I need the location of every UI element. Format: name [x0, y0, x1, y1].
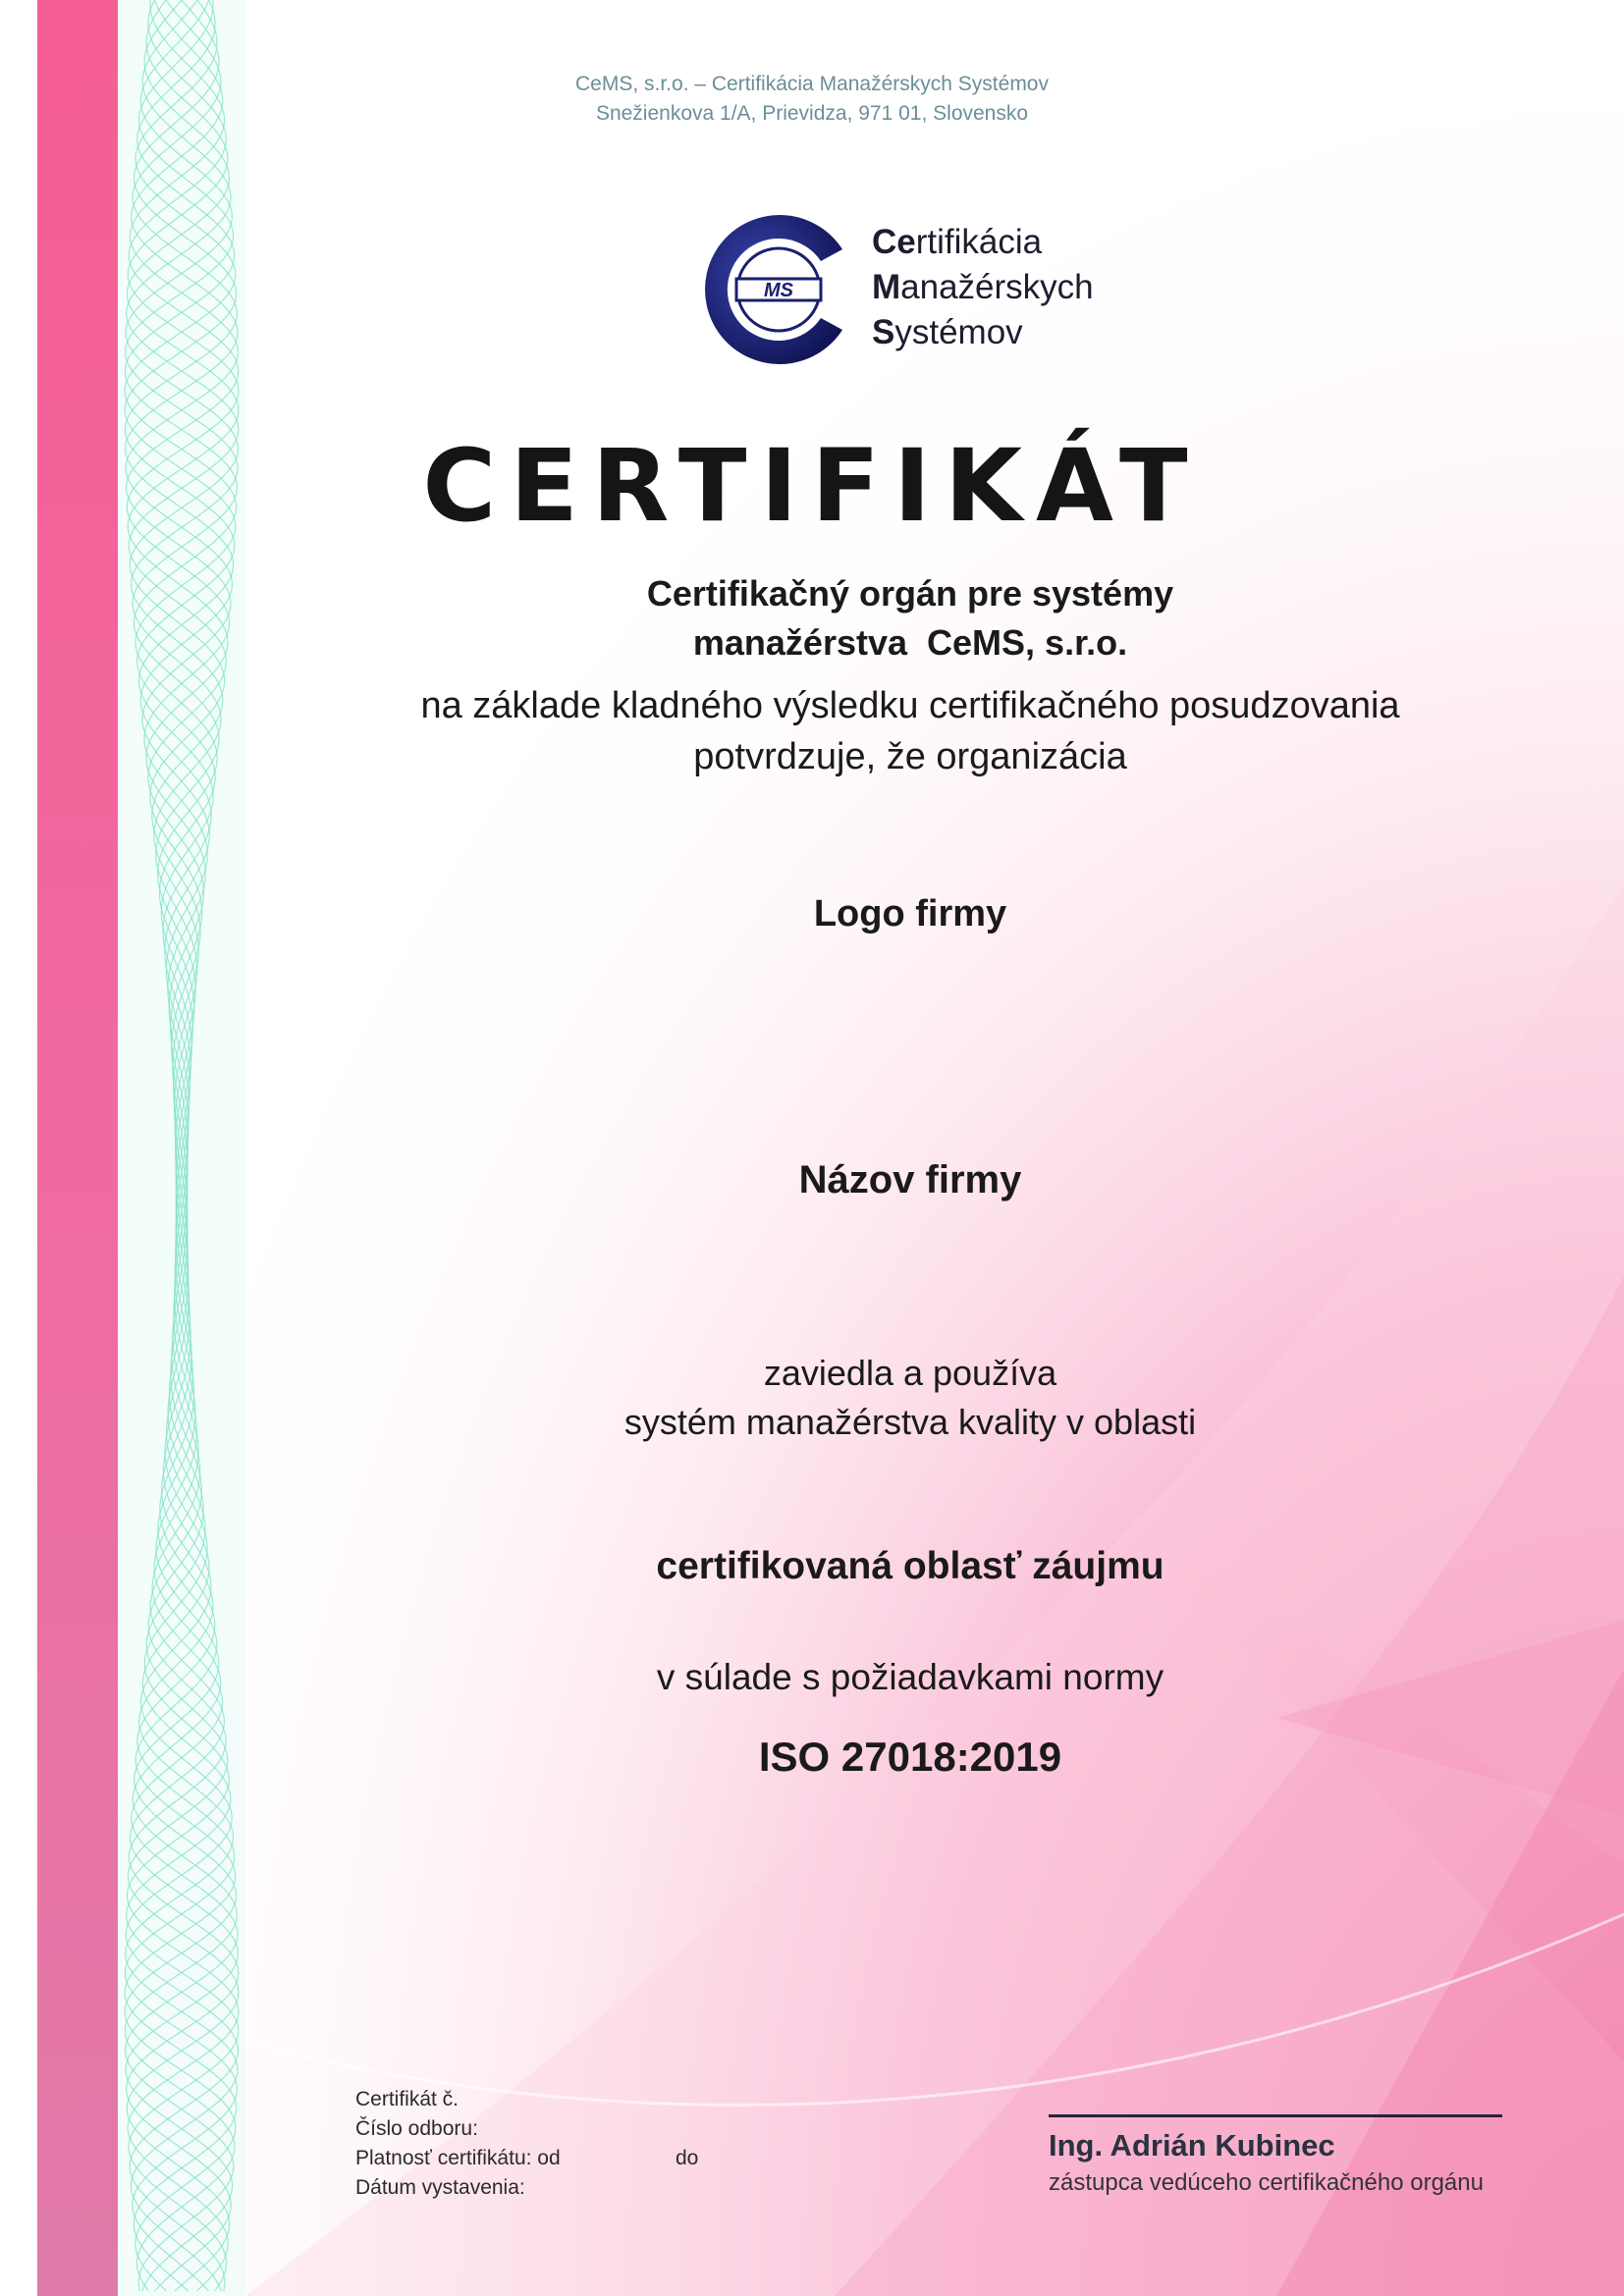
logo-line1-initial: Ce — [872, 223, 916, 261]
certified-scope: certifikovaná oblasť záujmu — [656, 1545, 1164, 1587]
guilloche-background — [118, 0, 245, 2296]
cems-emblem-icon — [695, 206, 862, 373]
logo-line2-initial: M — [872, 268, 901, 306]
signatory-role: zástupca vedúceho certifikačného orgánu — [1049, 2169, 1484, 2196]
meta-validity-from: Platnosť certifikátu: od — [355, 2147, 561, 2169]
meta-validity — [355, 2144, 699, 2173]
header-company-line: CeMS, s.r.o. – Certifikácia Manažérskych Systémov — [575, 73, 1049, 95]
basis-line-1: na základe kladného výsledku certifikačného posudzovania — [420, 685, 1400, 726]
certificate-title: CERTIFIKÁT — [422, 428, 1202, 545]
intro-line-1: zaviedla a používa — [763, 1353, 1057, 1393]
meta-cert-no: Certifikát č. — [355, 2088, 460, 2110]
logo-line3-rest: ystémov — [894, 313, 1023, 351]
accordance-text: v súlade s požiadavkami normy — [656, 1657, 1164, 1697]
emblem-text: MS — [764, 280, 793, 301]
header-address-line: Snežienkova 1/A, Prievidza, 971 01, Slovensko — [595, 102, 1029, 125]
meta-dept-no: Číslo odboru: — [355, 2117, 478, 2140]
signatory-name: Ing. Adrián Kubinec — [1049, 2128, 1335, 2163]
company-name: Názov firmy — [798, 1158, 1022, 1201]
left-pink-band — [37, 0, 118, 2296]
meta-issue-date: Dátum vystavenia: — [355, 2176, 525, 2199]
signature-line — [1049, 2114, 1502, 2117]
logo-line1-rest: rtifikácia — [915, 223, 1043, 261]
cems-logo — [695, 206, 1117, 373]
company-logo-placeholder: Logo firmy — [813, 893, 1007, 934]
meta-validity-to: do — [676, 2147, 699, 2169]
issuer-line-1: Certifikačný orgán pre systémy — [646, 573, 1174, 614]
standard-name: ISO 27018:2019 — [758, 1734, 1062, 1780]
certificate-meta — [355, 2085, 699, 2203]
logo-line3-initial: S — [872, 313, 895, 351]
issuer-line-2: manažérstva CeMS, s.r.o. — [692, 622, 1128, 663]
basis-line-2: potvrdzuje, že organizácia — [693, 736, 1127, 777]
logo-line2-rest: anažérskych — [900, 268, 1094, 306]
guilloche-ornament — [118, 0, 245, 2296]
intro-line-2: systém manažérstva kvality v oblasti — [623, 1402, 1197, 1442]
logo-wordmark — [872, 220, 1094, 355]
